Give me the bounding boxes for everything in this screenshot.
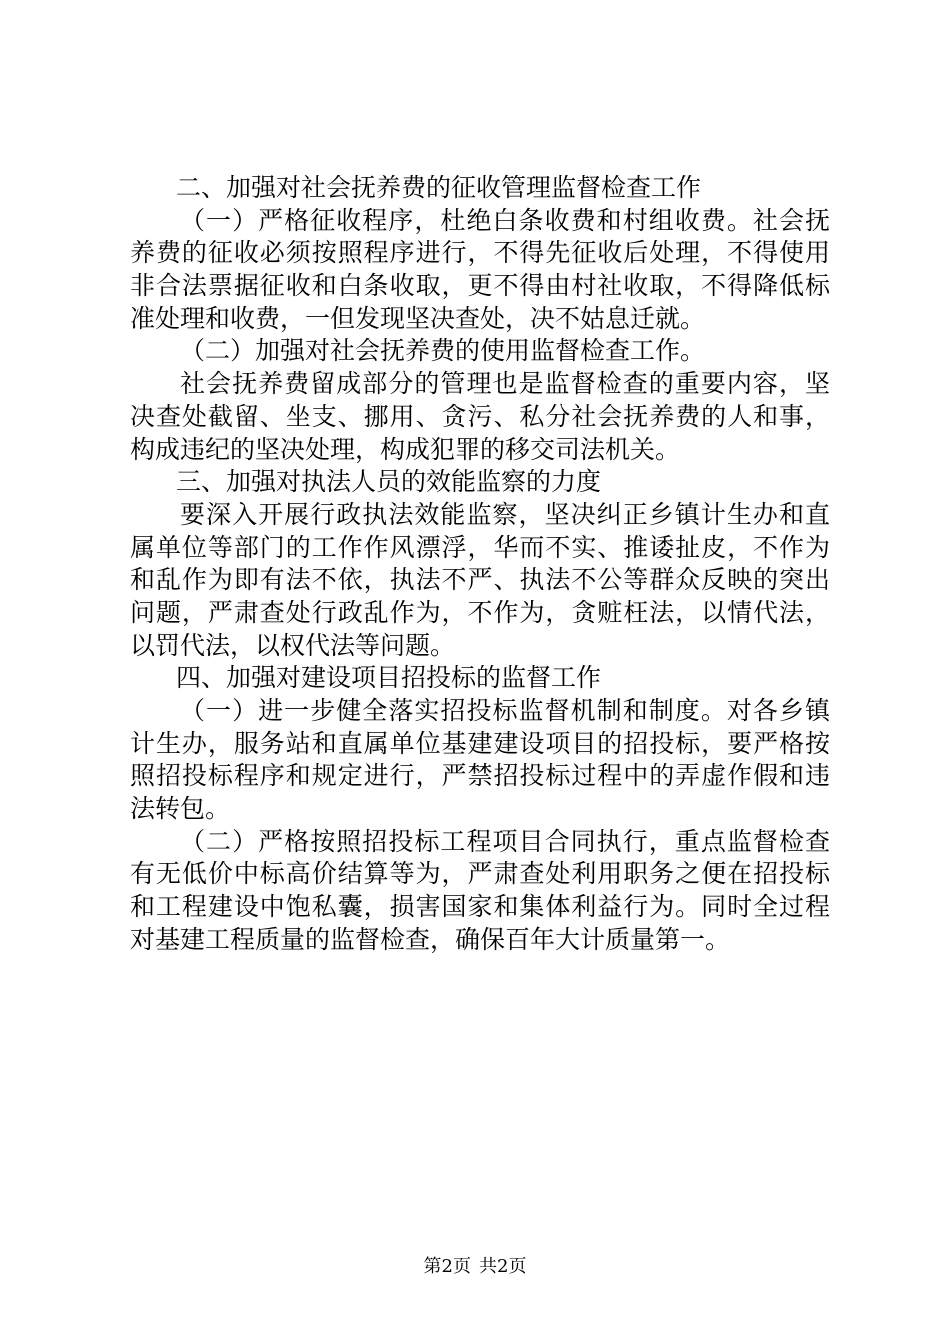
section-heading: 三、加强对执法人员的效能监察的力度 — [176, 467, 602, 497]
paragraph-line: （二）严格按照招投标工程项目合同执行，重点监督检查 — [180, 826, 830, 856]
page-footer — [0, 1255, 950, 1279]
paragraph-line: 以罚代法，以权代法等问题。 — [130, 630, 456, 660]
page-total: 共2页 — [479, 1256, 527, 1277]
paragraph-line: 属单位等部门的工作作风漂浮，华而不实、推诿扯皮，不作为 — [130, 532, 830, 562]
paragraph-line: 非合法票据征收和白条收取，更不得由村社收取，不得降低标 — [130, 271, 830, 301]
paragraph-line: 社会抚养费留成部分的管理也是监督检查的重要内容，坚 — [180, 369, 830, 399]
subsection-heading: （二）加强对社会抚养费的使用监督检查工作。 — [180, 336, 706, 366]
paragraph-line: 法转包。 — [130, 794, 231, 824]
section-heading: 二、加强对社会抚养费的征收管理监督检查工作 — [176, 173, 702, 202]
paragraph-line: 和工程建设中饱私囊，损害国家和集体利益行为。同时全过程 — [130, 892, 830, 922]
paragraph-line: 和乱作为即有法不依，执法不严、执法不公等群众反映的突出 — [130, 565, 830, 595]
document-body — [130, 172, 830, 957]
paragraph-line: 照招投标程序和规定进行，严禁招投标过程中的弄虚作假和违 — [130, 761, 830, 791]
paragraph-line: 养费的征收必须按照程序进行，不得先征收后处理，不得使用 — [130, 238, 830, 268]
paragraph-line: 决查处截留、坐支、挪用、贪污、私分社会抚养费的人和事， — [130, 401, 830, 431]
paragraph-line: 对基建工程质量的监督检查，确保百年大计质量第一。 — [130, 924, 731, 954]
paragraph-line: 构成违纪的坚决处理，构成犯罪的移交司法机关。 — [130, 434, 681, 464]
paragraph-line: 有无低价中标高价结算等为，严肃查处利用职务之便在招投标 — [130, 859, 830, 889]
page-number: 第2页 — [423, 1256, 471, 1277]
paragraph-line: 要深入开展行政执法效能监察，坚决纠正乡镇计生办和直 — [180, 499, 830, 529]
paragraph-line: 准处理和收费，一但发现坚决查处，决不姑息迁就。 — [130, 303, 706, 333]
paragraph-line: （一）严格征收程序，杜绝白条收费和村组收费。社会抚 — [180, 205, 830, 235]
section-heading: 四、加强对建设项目招投标的监督工作 — [176, 663, 602, 693]
paragraph-line: （一）进一步健全落实招投标监督机制和制度。对各乡镇 — [180, 696, 830, 725]
paragraph-line: 问题，严肃查处行政乱作为，不作为，贪赃枉法，以情代法， — [130, 597, 830, 627]
paragraph-line: 计生办，服务站和直属单位基建建设项目的招投标，要严格按 — [130, 728, 830, 758]
